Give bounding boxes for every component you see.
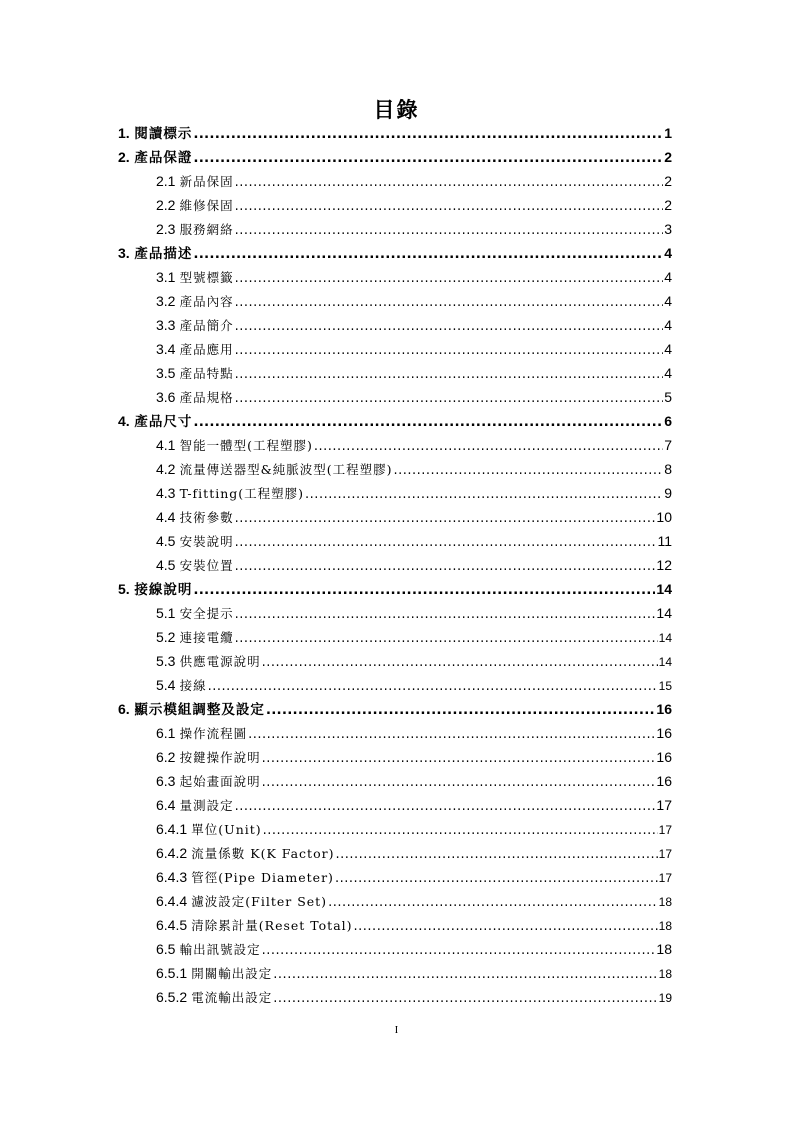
toc-entry-number: 6.2 xyxy=(156,749,176,765)
toc-entry[interactable] xyxy=(118,241,672,265)
toc-entry-page: 17 xyxy=(656,797,672,813)
toc-entry[interactable] xyxy=(118,217,672,241)
toc-entry[interactable] xyxy=(118,625,672,649)
toc-entry[interactable] xyxy=(118,889,672,913)
toc-entry-label xyxy=(156,769,261,793)
toc-entry-text: 產品簡介 xyxy=(179,318,234,333)
toc-entry-number: 1. xyxy=(118,125,130,141)
dot-leader xyxy=(235,531,657,553)
dot-leader xyxy=(193,410,663,433)
toc-entry-text: 智能一體型(工程塑膠) xyxy=(179,438,313,453)
toc-entry-text: 產品特點 xyxy=(179,366,234,381)
toc-entry-text: 輸出訊號設定 xyxy=(179,942,261,957)
dot-leader xyxy=(305,483,663,505)
toc-entry-text: 流量係數 K(K Factor) xyxy=(191,846,335,861)
toc-entry-number: 3.4 xyxy=(156,341,176,357)
toc-entry-label xyxy=(156,529,234,553)
dot-leader xyxy=(235,267,664,289)
toc-entry[interactable] xyxy=(118,265,672,289)
toc-entry-number: 3. xyxy=(118,245,130,261)
dot-leader xyxy=(262,939,656,961)
toc-entry-text: 技術參數 xyxy=(179,510,234,525)
toc-entry-text: 產品保證 xyxy=(134,150,193,166)
toc-entry-label xyxy=(156,601,234,625)
toc-entry-number: 3.3 xyxy=(156,317,176,333)
toc-entry[interactable] xyxy=(118,865,672,889)
toc-entry-page: 11 xyxy=(657,533,672,549)
toc-entry-number: 6.4.1 xyxy=(156,821,188,837)
toc-entry-page: 14 xyxy=(656,581,672,597)
dot-leader xyxy=(273,963,657,985)
toc-entry[interactable] xyxy=(118,721,672,745)
toc-entry-text: 連接電纜 xyxy=(179,630,234,645)
toc-entry-label xyxy=(156,505,234,529)
toc-entry-label xyxy=(156,841,334,865)
toc-entry[interactable] xyxy=(118,937,672,961)
toc-entry-number: 3.2 xyxy=(156,293,176,309)
toc-entry-number: 3.1 xyxy=(156,269,176,285)
toc-entry-number: 6.1 xyxy=(156,725,176,741)
toc-entry-label xyxy=(156,721,247,745)
toc-entry-number: 4.1 xyxy=(156,437,176,453)
toc-entry-text: 流量傳送器型&純脈波型(工程塑膠) xyxy=(179,462,393,477)
dot-leader xyxy=(263,819,658,841)
dot-leader xyxy=(208,675,658,697)
toc-entry-label xyxy=(118,409,192,433)
toc-entry[interactable] xyxy=(118,697,672,721)
dot-leader xyxy=(235,627,658,649)
toc-entry-page: 3 xyxy=(664,221,672,237)
toc-entry-label xyxy=(118,145,192,169)
toc-entry-text: 新品保固 xyxy=(179,174,234,189)
dot-leader xyxy=(335,843,657,865)
toc-entry-label xyxy=(118,697,265,721)
toc-entry-page: 5 xyxy=(664,389,672,405)
dot-leader xyxy=(235,603,656,625)
toc-entry-number: 2.3 xyxy=(156,221,176,237)
toc-entry-label xyxy=(156,625,234,649)
toc-entry[interactable] xyxy=(118,361,672,385)
toc-entry-label xyxy=(118,241,192,265)
toc-entry-text: 型號標籤 xyxy=(179,270,234,285)
toc-entry-page: 4 xyxy=(664,293,672,309)
dot-leader xyxy=(354,915,658,937)
toc-entry-page: 18 xyxy=(658,895,672,909)
toc-entry-text: 安裝說明 xyxy=(179,534,234,549)
toc-entry-text: 產品應用 xyxy=(179,342,234,357)
toc-entry-text: 電流輸出設定 xyxy=(191,990,273,1005)
toc-entry[interactable] xyxy=(118,673,672,697)
toc-entry-text: 濾波設定(Filter Set) xyxy=(191,894,328,909)
dot-leader xyxy=(235,507,656,529)
dot-leader xyxy=(314,435,663,457)
toc-entry-text: 服務網絡 xyxy=(179,222,234,237)
toc-entry-page: 17 xyxy=(658,871,672,885)
toc-entry-page: 2 xyxy=(664,197,672,213)
toc-entry-page: 2 xyxy=(664,149,672,165)
dot-leader xyxy=(235,171,664,193)
toc-entry-text: 供應電源說明 xyxy=(179,654,261,669)
toc-entry-page: 16 xyxy=(656,749,672,765)
toc-entry[interactable] xyxy=(118,745,672,769)
toc-entry-label xyxy=(156,817,262,841)
toc-entry-label xyxy=(156,673,207,697)
toc-entry-number: 4.2 xyxy=(156,461,176,477)
toc-entry-text: 按鍵操作說明 xyxy=(179,750,261,765)
dot-leader xyxy=(262,771,656,793)
toc-entry[interactable] xyxy=(118,961,672,985)
toc-entry-label xyxy=(118,577,192,601)
toc-entry[interactable] xyxy=(118,313,672,337)
toc-entry-number: 3.6 xyxy=(156,389,176,405)
dot-leader xyxy=(262,747,656,769)
toc-entry-page: 18 xyxy=(658,919,672,933)
toc-entry[interactable] xyxy=(118,505,672,529)
dot-leader xyxy=(235,795,656,817)
toc-entry-label xyxy=(156,913,353,937)
dot-leader xyxy=(193,122,663,145)
toc-entry-number: 3.5 xyxy=(156,365,176,381)
toc-entry-text: 開關輸出設定 xyxy=(191,966,273,981)
toc-entry-page: 14 xyxy=(656,605,672,621)
toc-entry-number: 6. xyxy=(118,701,130,717)
toc-entry-page: 19 xyxy=(658,991,672,1005)
toc-entry-label xyxy=(156,649,261,673)
table-of-contents xyxy=(118,121,672,1009)
toc-entry-label xyxy=(156,745,261,769)
toc-entry-number: 6.4.5 xyxy=(156,917,188,933)
toc-entry-label xyxy=(156,793,234,817)
toc-entry-page: 12 xyxy=(656,557,672,573)
toc-entry-text: 接線 xyxy=(179,678,207,693)
toc-entry-number: 5.3 xyxy=(156,653,176,669)
dot-leader xyxy=(235,195,664,217)
toc-entry[interactable] xyxy=(118,529,672,553)
toc-entry-text: 操作流程圖 xyxy=(179,726,248,741)
dot-leader xyxy=(248,723,655,745)
toc-entry-number: 4.3 xyxy=(156,485,176,501)
toc-entry-number: 6.5.2 xyxy=(156,989,188,1005)
dot-leader xyxy=(266,698,656,721)
toc-entry-text: 安裝位置 xyxy=(179,558,234,573)
toc-entry-page: 16 xyxy=(656,725,672,741)
toc-entry-page: 1 xyxy=(664,125,672,141)
toc-entry[interactable] xyxy=(118,337,672,361)
toc-entry-text: 單位(Unit) xyxy=(191,822,262,837)
toc-entry-text: 清除累計量(Reset Total) xyxy=(191,918,353,933)
toc-entry-label xyxy=(156,169,234,193)
toc-entry[interactable] xyxy=(118,481,672,505)
toc-entry-page: 17 xyxy=(658,823,672,837)
toc-entry[interactable] xyxy=(118,817,672,841)
toc-entry-number: 6.3 xyxy=(156,773,176,789)
toc-entry[interactable] xyxy=(118,289,672,313)
toc-entry[interactable] xyxy=(118,553,672,577)
dot-leader xyxy=(235,219,664,241)
toc-entry-number: 5.1 xyxy=(156,605,176,621)
dot-leader xyxy=(335,867,658,889)
toc-entry-text: 安全提示 xyxy=(179,606,234,621)
toc-entry-label xyxy=(156,337,234,361)
toc-entry[interactable] xyxy=(118,121,672,145)
toc-entry-text: 維修保固 xyxy=(179,198,234,213)
toc-entry-label xyxy=(156,553,234,577)
toc-entry-number: 2.2 xyxy=(156,197,176,213)
toc-entry-page: 10 xyxy=(656,509,672,525)
toc-entry-page: 15 xyxy=(658,679,672,693)
toc-entry-label xyxy=(156,289,234,313)
dot-leader xyxy=(235,555,656,577)
toc-entry-text: 接線說明 xyxy=(134,582,193,598)
toc-entry-number: 4.4 xyxy=(156,509,176,525)
toc-entry-label xyxy=(156,937,261,961)
toc-entry[interactable] xyxy=(118,409,672,433)
toc-entry-number: 2.1 xyxy=(156,173,176,189)
toc-entry-label xyxy=(156,361,234,385)
toc-entry[interactable] xyxy=(118,457,672,481)
toc-entry[interactable] xyxy=(118,649,672,673)
toc-entry-number: 6.4.3 xyxy=(156,869,188,885)
toc-entry-text: 產品尺寸 xyxy=(134,414,193,430)
toc-entry-page: 7 xyxy=(664,437,672,453)
toc-entry-page: 4 xyxy=(664,317,672,333)
toc-entry-label xyxy=(156,481,304,505)
toc-entry-label xyxy=(156,265,234,289)
dot-leader xyxy=(193,578,655,601)
toc-entry-number: 4. xyxy=(118,413,130,429)
dot-leader xyxy=(394,459,664,481)
toc-entry-text: 量測設定 xyxy=(179,798,234,813)
toc-entry-page: 4 xyxy=(664,269,672,285)
page-title: 目錄 xyxy=(373,97,420,122)
toc-entry-number: 6.5 xyxy=(156,941,176,957)
toc-entry[interactable] xyxy=(118,193,672,217)
toc-entry[interactable] xyxy=(118,433,672,457)
toc-entry[interactable] xyxy=(118,985,672,1009)
dot-leader xyxy=(235,291,664,313)
dot-leader xyxy=(193,146,663,169)
toc-entry-number: 5.2 xyxy=(156,629,176,645)
toc-entry-page: 17 xyxy=(658,847,672,861)
dot-leader xyxy=(235,363,664,385)
toc-entry[interactable] xyxy=(118,577,672,601)
toc-entry-number: 6.4 xyxy=(156,797,176,813)
page-number-footer: I xyxy=(394,1024,399,1036)
toc-entry-label xyxy=(156,313,234,337)
toc-entry-text: T-fitting(工程塑膠) xyxy=(179,486,305,501)
toc-entry-label xyxy=(156,985,272,1009)
toc-entry-text: 閱讀標示 xyxy=(134,126,193,142)
toc-entry-page: 8 xyxy=(664,461,672,477)
toc-entry-label xyxy=(156,457,393,481)
toc-entry[interactable] xyxy=(118,913,672,937)
toc-entry-page: 14 xyxy=(658,655,672,669)
toc-entry-label xyxy=(156,961,272,985)
toc-entry-label xyxy=(156,865,334,889)
toc-entry-page: 16 xyxy=(656,701,672,717)
toc-entry-text: 產品規格 xyxy=(179,390,234,405)
toc-entry-label xyxy=(156,217,234,241)
toc-entry[interactable] xyxy=(118,769,672,793)
toc-entry-page: 4 xyxy=(664,341,672,357)
toc-entry-label xyxy=(156,889,327,913)
toc-entry-label xyxy=(118,121,192,145)
toc-entry[interactable] xyxy=(118,793,672,817)
toc-entry-label xyxy=(156,433,313,457)
toc-entry-text: 產品內容 xyxy=(179,294,234,309)
toc-entry-number: 5.4 xyxy=(156,677,176,693)
toc-entry-page: 2 xyxy=(664,173,672,189)
toc-entry-number: 2. xyxy=(118,149,130,165)
toc-entry-number: 6.5.1 xyxy=(156,965,188,981)
toc-entry-number: 6.4.4 xyxy=(156,893,188,909)
toc-entry-page: 16 xyxy=(656,773,672,789)
toc-entry-page: 6 xyxy=(664,413,672,429)
toc-entry-page: 9 xyxy=(664,485,672,501)
dot-leader xyxy=(328,891,658,913)
toc-entry-number: 4.5 xyxy=(156,533,176,549)
toc-entry-page: 4 xyxy=(664,365,672,381)
toc-entry-number: 5. xyxy=(118,581,130,597)
toc-entry[interactable] xyxy=(118,385,672,409)
toc-entry-page: 18 xyxy=(656,941,672,957)
toc-entry[interactable] xyxy=(118,145,672,169)
toc-entry-text: 顯示模組調整及設定 xyxy=(134,702,265,718)
toc-entry-text: 管徑(Pipe Diameter) xyxy=(191,870,334,885)
toc-entry-page: 14 xyxy=(658,631,672,645)
dot-leader xyxy=(262,651,658,673)
dot-leader xyxy=(235,339,664,361)
toc-entry[interactable] xyxy=(118,169,672,193)
dot-leader xyxy=(235,387,664,409)
toc-entry-label xyxy=(156,385,234,409)
toc-entry-text: 起始畫面說明 xyxy=(179,774,261,789)
toc-entry[interactable] xyxy=(118,601,672,625)
dot-leader xyxy=(235,315,664,337)
toc-entry-page: 18 xyxy=(658,967,672,981)
toc-entry-text: 產品描述 xyxy=(134,246,193,262)
toc-entry-page: 4 xyxy=(664,245,672,261)
toc-entry-label xyxy=(156,193,234,217)
toc-entry-number: 6.4.2 xyxy=(156,845,188,861)
dot-leader xyxy=(273,987,657,1009)
dot-leader xyxy=(193,242,663,265)
toc-entry-number: 4.5 xyxy=(156,557,176,573)
toc-entry[interactable] xyxy=(118,841,672,865)
